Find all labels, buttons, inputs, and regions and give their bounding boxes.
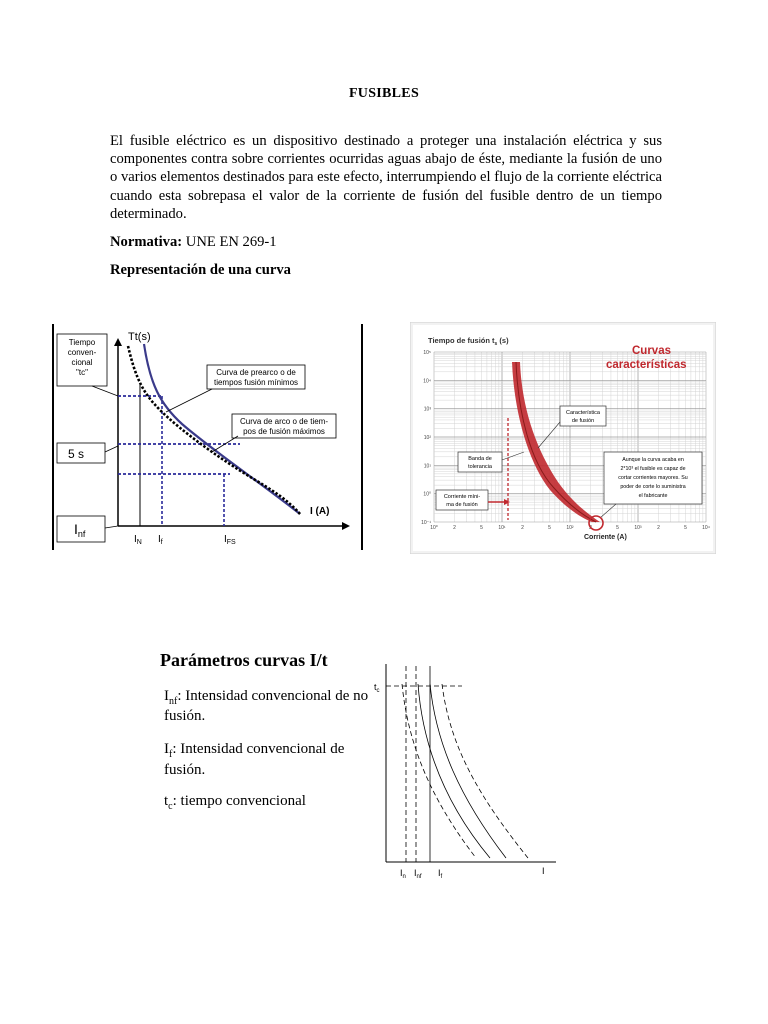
fig3-inf-line-2: fusión.	[164, 708, 206, 724]
fig1-arco-text-1: Curva de arco o de tiem-	[239, 417, 329, 426]
fig2-ytick-label: 10⁴	[423, 378, 431, 385]
fig1-left-border	[52, 324, 54, 550]
fig2-xtick-label: 10²	[566, 525, 574, 531]
fig2-note-text-3: cortar corrientes mayores. Su	[618, 475, 688, 481]
fig2-ytick-label: 10¹	[423, 463, 431, 470]
fig3-curve-max	[442, 684, 528, 858]
fig2-ytick-label: 10⁵	[423, 350, 431, 356]
fig2-xtick-label: 10⁴	[702, 525, 710, 531]
parameters-figure	[150, 648, 560, 884]
fig2-xtick-label: 10⁰	[430, 525, 438, 531]
fig3-axis-in: $I_n$	[400, 868, 406, 880]
fig2-title-2: características	[606, 359, 687, 371]
fig3-inf-line: $I_{nf}$: Intensidad convencional de no	[164, 688, 369, 707]
fig2-ytick-label: 10²	[423, 435, 431, 441]
fig3-curve-min	[402, 684, 476, 858]
fig2-caracteristica-text-1: Característica	[566, 410, 600, 416]
fig2-xtick-label: 2	[453, 525, 456, 531]
fig3-if-line-2: fusión.	[164, 762, 206, 778]
fig2-xtick-label: 2	[657, 525, 660, 531]
fig1-arco-text-2: pos de fusión máximos	[243, 427, 325, 436]
fig2-ytick-label: 10⁰	[423, 491, 431, 498]
normativa-line	[110, 234, 277, 251]
fig2-xtick-label: 5	[548, 525, 551, 531]
page-title: FUSIBLES	[348, 86, 420, 101]
fig2-xtick-label: 5	[684, 525, 687, 531]
fig2-xtick-label: 5	[616, 525, 619, 531]
fig2-xtick-label: 5	[480, 525, 483, 531]
fig1-in-label: $I_N$	[134, 534, 142, 546]
fig2-xtick-label: 2	[521, 525, 524, 531]
fig2-corriente-text-2: ma de fusión	[446, 502, 478, 508]
fig2-x-label: Corriente (A)	[584, 534, 627, 541]
fig2-note-text-5: el fabricante	[638, 493, 668, 499]
fig1-prearco-text-2: tiempos fusión mínimos	[213, 378, 299, 387]
characteristic-curves-figure	[410, 322, 716, 554]
fig2-note-text-1: Aunque la curva acaba en	[622, 457, 684, 463]
fig1-y-label: Tt(s)	[128, 331, 151, 343]
fig2-banda-text-1: Banda de	[468, 456, 492, 462]
fig2-y-label: Tiempo de fusión $t_s$ (s)	[428, 336, 509, 347]
fig2-note-text-4: poder de corte lo suministra	[620, 484, 686, 490]
fig2-note-text-2: 2*10³ el fusible es capaz de	[620, 466, 686, 472]
section-heading: Representación de una curva	[110, 262, 291, 278]
fig2-title-1: Curvas	[632, 345, 671, 357]
intro-paragraph: El fusible eléctrico es un dispositivo destinado a proteger una instalación eléctrica y sus componentes contra sobre corrientes ocurridas aguas abajo de éste, mediante la fusión de uno o varios elementos destinados para este efecto, interrumpiendo el flujo de la corriente eléctrica cuando esta sobrepasa el valor de la corriente de fusión del fusible dentro de un tiempo determinado.	[110, 133, 662, 222]
fig2-caracteristica-text-2: de fusión	[571, 418, 595, 424]
fig2-banda-text-2: tolerancia	[468, 464, 492, 470]
fig1-right-border	[361, 324, 363, 550]
fig1-tc-text-4: "tc"	[76, 368, 88, 377]
fig1-tc-text-1: Tiempo	[68, 338, 96, 347]
fig2-corriente-text-1: Corriente míni-	[443, 494, 481, 500]
fig3-curve-1	[418, 684, 490, 858]
fig3-title: Parámetros curvas I/t	[160, 650, 328, 670]
fig1-5s-text: 5 s	[68, 447, 85, 461]
normativa-value: UNE EN 269-1	[185, 234, 277, 250]
fig2-xtick-label: 10³	[634, 525, 642, 531]
fig2-xtick-label: 2	[589, 525, 592, 531]
fig1-inf-text: $I_{nf}$	[74, 521, 86, 539]
fig3-tc-line: $t_c$: tiempo convencional	[164, 793, 306, 812]
fig2-ytick-label: 10⁻¹	[421, 520, 431, 526]
fig3-curve-2	[430, 684, 506, 858]
normativa-label: Normativa:	[110, 234, 183, 250]
fig3-axis-i: I	[542, 866, 545, 876]
fig1-tc-text-2: conven-	[67, 348, 97, 357]
fuse-curve-figure	[52, 324, 363, 550]
fig3-axis-inf: $I_{nf}$	[414, 868, 422, 880]
fig2-ytick-label: 10³	[423, 406, 431, 413]
fig3-axis-if: $I_f$	[438, 868, 443, 880]
fig3-axis-tc: $t_c$	[374, 682, 380, 694]
fig1-ifs-label: $I_{FS}$	[224, 534, 236, 546]
fig1-x-label: I (A)	[310, 506, 330, 517]
fig2-xtick-label: 10¹	[498, 525, 506, 531]
fig3-if-line: $I_f$: Intensidad convencional de	[164, 741, 345, 760]
fig1-prearco-text-1: Curva de prearco o de	[216, 368, 296, 377]
fig1-if-label: $I_f$	[158, 534, 163, 546]
fig1-tc-text-3: cional	[71, 358, 93, 367]
